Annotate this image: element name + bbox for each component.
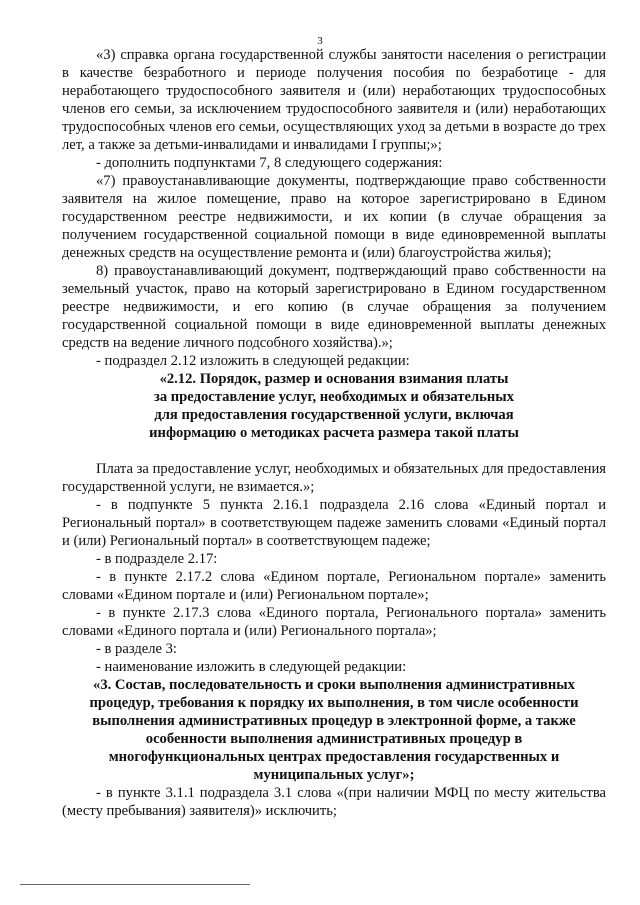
document-body: [62, 46, 606, 820]
heading-line: процедур, требования к порядку их выполнения, в том числе особенности: [89, 695, 579, 711]
paragraph-fee: Плата за предоставление услуг, необходимых и обязательных для предоставления государственной услуги, не взимается.»;: [62, 461, 606, 495]
paragraph-311: - в пункте 3.1.1 подраздела 3.1 слова «(при наличии МФЦ по месту жительства (месту пребывания) заявителя)» исключить;: [62, 785, 606, 819]
paragraph-item-3: «3) справка органа государственной службы занятости населения о регистрации в качестве безработного и периоде получения пособия по безработице - для неработающего трудоспособного заявителя и (или) неработающих трудоспособных членов его семьи, за исключением трудоспособного заявителя и (или) неработающих трудоспособных членов его семьи, осуществляющих уход за детьми в возрасте до трех лет, а также за детьми-инвалидами и инвалидами I группы;»;: [62, 47, 606, 153]
paragraph-item-7: «7) правоустанавливающие документы, подтверждающие право собственности заявителя на жилое помещение, право на которое зарегистрировано в Едином государственном реестре недвижимости, и их копии (в случае обращения за получением государственной социальной помощи в виде единовременной выплаты денежных средств на осуществление ремонта и (или) благоустройства жилья);: [62, 173, 606, 261]
paragraph-section-3: - в разделе 3:: [96, 641, 177, 657]
paragraph-name-change: - наименование изложить в следующей редакции:: [96, 659, 407, 675]
heading-line: муниципальных услуг»;: [253, 767, 415, 783]
heading-line: информацию о методиках расчета размера такой платы: [149, 425, 519, 441]
heading-3: [62, 676, 606, 784]
heading-line: особенности выполнения административных процедур в: [145, 731, 523, 747]
heading-line: «2.12. Порядок, размер и основания взимания платы: [159, 371, 509, 387]
spacer: [62, 442, 606, 460]
paragraph-item-8: 8) правоустанавливающий документ, подтверждающий право собственности на земельный участок, право на который зарегистрировано в Едином государственном реестре недвижимости, и его копию (в случае обращения за получением государственной социальной помощи в виде единовременной выплаты денежных средств на ведение личного подсобного хозяйства).»;: [62, 263, 606, 351]
paragraph-subsection-212-intro: - подраздел 2.12 изложить в следующей редакции:: [96, 353, 410, 369]
paragraph-2161: - в подпункте 5 пункта 2.16.1 подраздела 2.16 слова «Единый портал и Региональный портал» в соответствующем падеже заменить словами «Единый портал и (или) Региональный портал» в соответствующем падеже;: [62, 497, 606, 549]
footer-divider: [20, 884, 250, 885]
heading-line: за предоставление услуг, необходимых и обязательных: [153, 389, 515, 405]
heading-line: для предоставления государственной услуги, включая: [154, 407, 514, 423]
paragraph-217: - в подразделе 2.17:: [96, 551, 218, 567]
heading-line: «3. Состав, последовательность и сроки выполнения административных: [93, 677, 575, 693]
heading-2-12: [62, 370, 606, 442]
page-number: 3: [317, 35, 323, 47]
heading-line: многофункциональных центрах предоставления государственных и: [108, 749, 560, 765]
heading-line: выполнения административных процедур в электронной форме, а также: [92, 713, 576, 729]
paragraph-2173: - в пункте 2.17.3 слова «Единого портала, Регионального портала» заменить словами «Единого портала и (или) Регионального портала»;: [62, 605, 606, 639]
paragraph-add-subitems: - дополнить подпунктами 7, 8 следующего содержания:: [96, 155, 443, 171]
paragraph-2172: - в пункте 2.17.2 слова «Едином портале, Региональном портале» заменить словами «Едином портале и (или) Региональном портале»;: [62, 569, 606, 603]
